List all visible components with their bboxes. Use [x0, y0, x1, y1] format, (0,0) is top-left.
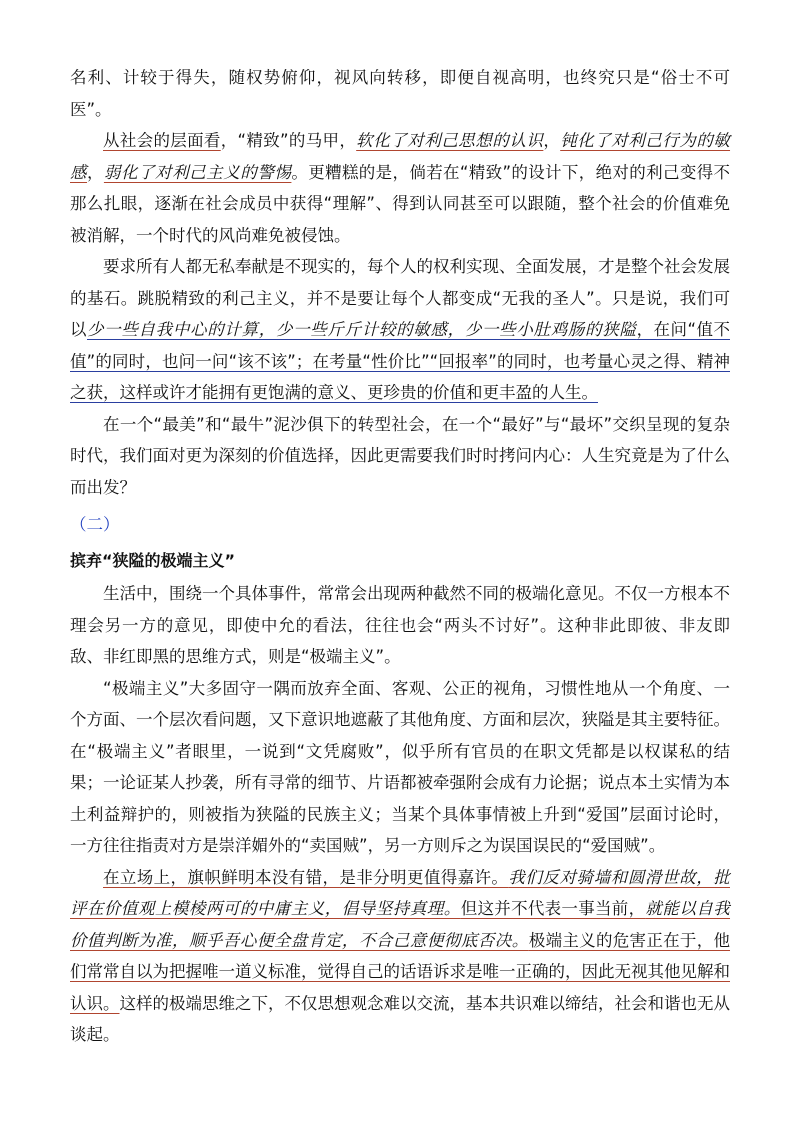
annotated-phrase: 钝化了对利己行为的敏感: [70, 131, 731, 182]
annotated-phrase: ，在问“值不值”的同时，也问一问“该不该”；在考量“性价比”“回报率”的同时，也考量心灵之得、精神之获，这样或许才能拥有更饱满的意义、更珍贵的价值和更丰盈的人生。: [70, 320, 730, 402]
article-title: 摈弃“狭隘的极端主义”: [70, 550, 236, 570]
document-page: [70, 62, 730, 1051]
annotated-phrase: 从社会的层面看: [103, 131, 221, 150]
annotated-phrase: 但这并不代表一事当前，: [460, 899, 646, 918]
paragraph-4: 生活中，围绕一个具体事件，常常会出现两种截然不同的极端化意见。不仅一方根本不理会另一方的意见，即使中允的看法，往往也会“两头不讨好”。这种非此即彼、非友即敌、非红即黑的思维方式，则是“极端主义”。: [70, 584, 730, 666]
section-label: （二）: [70, 515, 120, 534]
annotated-phrase: 少一些自我中心的计算，少一些斤斤计较的敏感，少一些小肚鸡肠的狭隘: [86, 320, 637, 339]
annotated-phrase: 极端主义的危害正在于，他们常常自以为把握唯一道义标准，觉得自己的话语诉求是唯一正确的，因此无视其他见解和认识。: [70, 930, 731, 1013]
annotated-phrase: 我们反对骑墙和圆滑世故，批评在价值观上模棱两可的中庸主义，倡导坚持真理。: [70, 867, 730, 918]
paragraph-1: 从社会的层面看，“精致”的马甲，软化了对利己思想的认识，钝化了对利己行为的敏感，弱化了对利己主义的警惕。更糟糕的是，倘若在“精致”的设计下，绝对的利己变得不那么扎眼，逐渐在社会成员中获得“理解”、得到认同甚至可以跟随，整个社会的价值难免被消解，一个时代的风尚难免被侵蚀。: [70, 131, 731, 245]
annotated-phrase: 就能以自我价值判断为准，顺乎吾心便全盘肯定，不合己意便彻底否决。: [70, 899, 731, 950]
annotated-phrase: 软化了对利己思想的认识: [356, 131, 544, 150]
annotated-phrase: 弱化了对利己主义的警惕: [103, 162, 292, 182]
paragraph-5: “极端主义”大多固守一隅而放弃全面、客观、公正的视角，习惯性地从一个角度、一个方面、一个层次看问题，又下意识地遮蔽了其他角度、方面和层次，狭隘是其主要特征。在“极端主义”者眼里，一说到“文凭腐败”，似乎所有官员的在职文凭都是以权谋私的结果；一论证某人抄袭，所有寻常的细节、片语都被牵强附会成有力论据；说点本土实情为本土利益辩护的，则被指为狭隘的民族主义；当某个具体事情被上升到“爱国”层面讨论时，一方往往指责对方是崇洋媚外的“卖国贼”，另一方则斥之为误国误民的“爱国贼”。: [70, 678, 730, 855]
paragraph-6: 在立场上，旗帜鲜明本没有错，是非分明更值得嘉许。我们反对骑墙和圆滑世故，批评在价值观上模棱两可的中庸主义，倡导坚持真理。但这并不代表一事当前，就能以自我价值判断为准，顺乎吾心便全盘肯定，不合己意便彻底否决。极端主义的危害正在于，他们常常自以为把握唯一道义标准，觉得自己的话语诉求是唯一正确的，因此无视其他见解和认识。这样的极端思维之下，不仅思想观念难以交流，基本共识难以缔结，社会和谐也无从谈起。: [70, 867, 731, 1044]
paragraph-3: 在一个“最美”和“最牛”泥沙俱下的转型社会，在一个“最好”与“最坏”交织呈现的复杂时代，我们面对更为深刻的价值选择，因此更需要我们时时拷问内心：人生究竟是为了什么而出发？: [70, 414, 730, 497]
paragraph-2: 要求所有人都无私奉献是不现实的，每个人的权利实现、全面发展，才是整个社会发展的基石。跳脱精致的利己主义，并不是要让每个人都变成“无我的圣人”。只是说，我们可以少一些自我中心的计算，少一些斤斤计较的敏感，少一些小肚鸡肠的狭隘，在问“值不值”的同时，也问一问“该不该”；在考量“性价比”“回报率”的同时，也考量心灵之得、精神之获，这样或许才能拥有更饱满的意义、更珍贵的价值和更丰盈的人生。: [70, 257, 730, 402]
paragraph-0: 名利、计较于得失，随权势俯仰，视风向转移，即便自视高明，也终究只是“俗士不可医”。: [70, 68, 730, 119]
annotated-phrase: 在立场上，旗帜鲜明本没有错，是非分明更值得嘉许。: [103, 867, 509, 887]
